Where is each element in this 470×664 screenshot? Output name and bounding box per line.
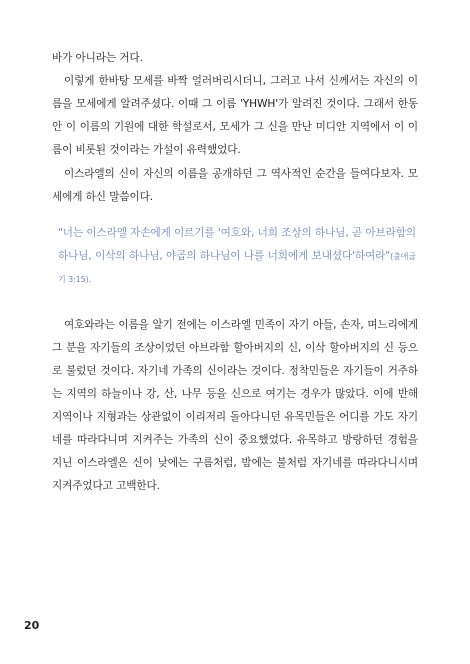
scripture-quote	[58, 222, 416, 291]
paragraph-3	[52, 163, 418, 209]
paragraph-2	[52, 70, 418, 162]
paragraph-1	[52, 47, 418, 70]
paragraph-1-text: 바가 아니라는 거다.	[52, 52, 143, 64]
paragraph-3-text: 이스라엘의 신이 자신의 이름을 공개하던 그 역사적인 순간을 들여다보자. 모세에게 하신 말씀이다.	[52, 168, 418, 203]
scripture-quote-text: "너는 이스라엘 자손에게 이르기를 '여호와, 너희 조상의 하나님, 곧 아브라함의 하나님, 이삭의 하나님, 야곱의 하나님이 나를 너희에게 보내셨다'하여라"	[58, 227, 416, 262]
paragraph-4-text: 여호와라는 이름을 알기 전에는 이스라엘 민족이 자기 아들, 손자, 며느리에게 그 분을 자기들의 조상이었던 아브라함 할아버지의 신, 이삭 할아버지의 신 등으로 불렀던 것이다. 자기네 가족의 신이라는 것이다. 정착민들은 자기들이 거주하는 지역의 하늘이나 강, 산, 나무 등을 신으로 여기는 경우가 많았다. 이에 반해 지역이나 지형과는 상관없이 이리저리 돌아다니던 유목민들은 어디를 가도 자기네를 따라다니며 지켜주는 가족의 신이 중요했었다. 유목하고 방랑하던 경험을 지닌 이스라엘은 신이 낮에는 구름처럼, 밤에는 불처럼 자기네를 따라다니시며 지켜주었다고 고백한다.	[52, 319, 418, 492]
paragraph-4	[52, 314, 418, 498]
scripture-quote-body	[58, 222, 416, 291]
scripture-reference: (출애굽기 3:15).	[58, 252, 416, 284]
paragraph-2-text: 이렇게 한바탕 모세를 바짝 얼러버리시더니, 그러고 나서 신께서는 자신의 이름을 모세에게 알려주셨다. 이때 그 이름 'YHWH'가 알려진 것이다. 그래서 한동안 이 이름의 기원에 대한 학설로서, 모세가 그 신을 만난 미디안 지역에서 이 이름이 비롯된 것이라는 가설이 유력했었다.	[52, 75, 418, 156]
page-number: 20	[24, 619, 40, 632]
